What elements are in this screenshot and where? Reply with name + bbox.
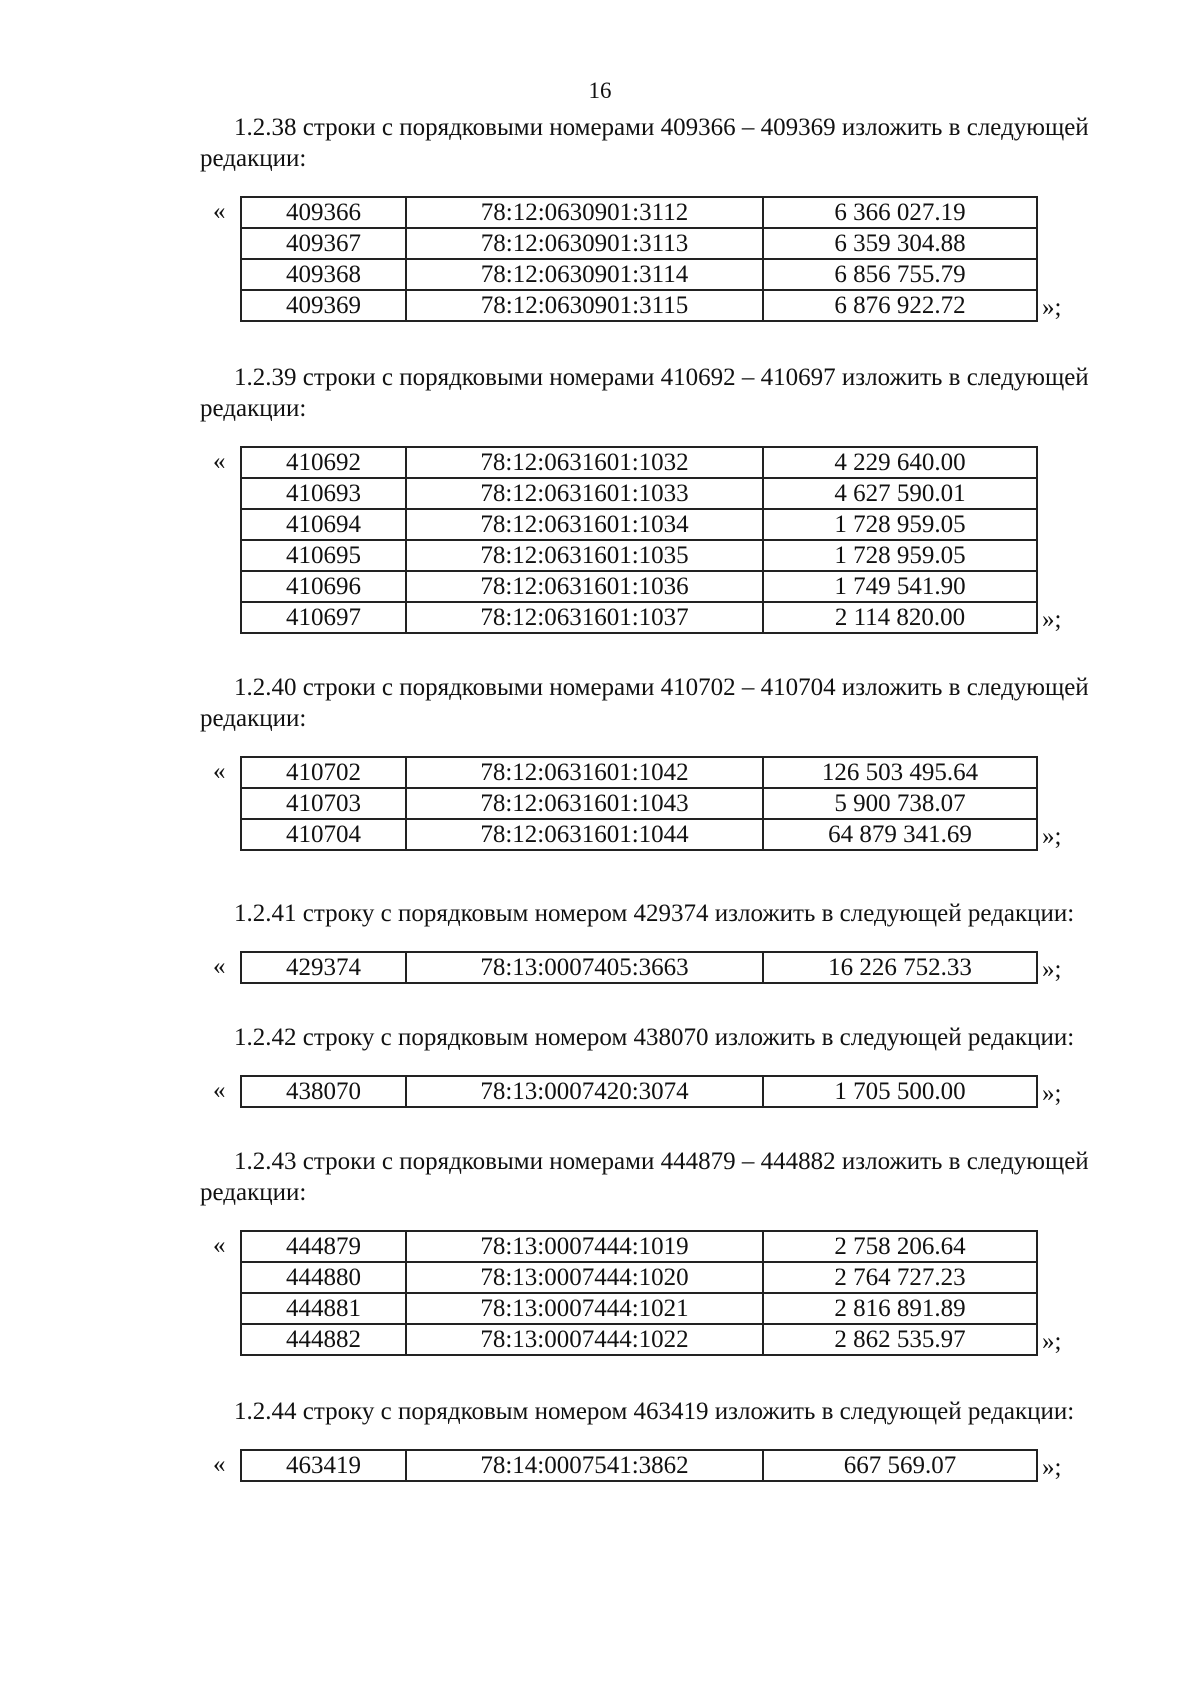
row-number-cell: 410697	[241, 602, 406, 633]
value-cell: 126 503 495.64	[763, 757, 1037, 788]
closing-quote: »;	[1042, 1454, 1062, 1481]
amendment-section	[0, 1396, 1200, 1482]
table-row	[241, 571, 1037, 602]
table-row	[241, 447, 1037, 478]
table-row	[241, 1231, 1037, 1262]
instruction-text: 1.2.42 строку с порядковым номером 438070 изложить в следующей редакции:	[234, 1024, 1075, 1051]
amendment-section	[0, 672, 1200, 851]
row-number-cell: 410703	[241, 788, 406, 819]
row-number-cell: 444882	[241, 1324, 406, 1355]
cadastral-number-cell: 78:12:0631601:1043	[406, 788, 763, 819]
table-row	[241, 290, 1037, 321]
row-number-cell: 410692	[241, 447, 406, 478]
opening-quote: «	[213, 1451, 226, 1478]
cadastral-number-cell: 78:14:0007541:3862	[406, 1450, 763, 1481]
table-row	[241, 602, 1037, 633]
value-cell: 6 366 027.19	[763, 197, 1037, 228]
closing-quote: »;	[1042, 956, 1062, 983]
cadastral-number-cell: 78:12:0631601:1036	[406, 571, 763, 602]
closing-quote: »;	[1042, 1328, 1062, 1355]
value-cell: 1 728 959.05	[763, 509, 1037, 540]
cadastral-number-cell: 78:12:0631601:1035	[406, 540, 763, 571]
quoted-table	[0, 1230, 1200, 1356]
table-row	[241, 757, 1037, 788]
closing-quote: »;	[1042, 1080, 1062, 1107]
row-number-cell: 409368	[241, 259, 406, 290]
closing-quote: »;	[1042, 606, 1062, 633]
amendment-instruction	[200, 672, 1130, 734]
closing-quote: »;	[1042, 294, 1062, 321]
value-cell: 16 226 752.33	[763, 952, 1037, 983]
cadastral-number-cell: 78:12:0631601:1033	[406, 478, 763, 509]
table-row	[241, 1324, 1037, 1355]
row-number-cell: 409369	[241, 290, 406, 321]
rows-table	[240, 756, 1038, 851]
opening-quote: «	[213, 1232, 226, 1259]
row-number-cell: 410702	[241, 757, 406, 788]
cadastral-number-cell: 78:12:0631601:1037	[406, 602, 763, 633]
cadastral-number-cell: 78:12:0630901:3112	[406, 197, 763, 228]
opening-quote: «	[213, 1077, 226, 1104]
opening-quote: «	[213, 448, 226, 475]
row-number-cell: 410694	[241, 509, 406, 540]
cadastral-number-cell: 78:13:0007444:1022	[406, 1324, 763, 1355]
row-number-cell: 444879	[241, 1231, 406, 1262]
amendment-section	[0, 112, 1200, 322]
value-cell: 2 862 535.97	[763, 1324, 1037, 1355]
value-cell: 667 569.07	[763, 1450, 1037, 1481]
table-row	[241, 1450, 1037, 1481]
amendment-instruction	[200, 1146, 1130, 1208]
rows-table	[240, 951, 1038, 984]
value-cell: 2 114 820.00	[763, 602, 1037, 633]
table-row	[241, 1262, 1037, 1293]
table-row	[241, 1293, 1037, 1324]
table-row	[241, 228, 1037, 259]
cadastral-number-cell: 78:12:0631601:1044	[406, 819, 763, 850]
instruction-text: 1.2.41 строку с порядковым номером 429374 изложить в следующей редакции:	[234, 900, 1075, 927]
amendment-instruction	[200, 362, 1130, 424]
cadastral-number-cell: 78:12:0631601:1034	[406, 509, 763, 540]
value-cell: 1 749 541.90	[763, 571, 1037, 602]
row-number-cell: 410696	[241, 571, 406, 602]
cadastral-number-cell: 78:12:0631601:1032	[406, 447, 763, 478]
opening-quote: «	[213, 198, 226, 225]
instruction-text: 1.2.38 строки с порядковыми номерами 409366 – 409369 изложить в следующей	[234, 114, 1089, 141]
amendment-instruction	[200, 1022, 1130, 1053]
value-cell: 5 900 738.07	[763, 788, 1037, 819]
rows-table	[240, 196, 1038, 322]
instruction-text-continued: редакции:	[200, 1179, 307, 1206]
row-number-cell: 463419	[241, 1450, 406, 1481]
table-row	[241, 540, 1037, 571]
row-number-cell: 429374	[241, 952, 406, 983]
amendment-instruction	[200, 112, 1130, 174]
quoted-table	[0, 1075, 1200, 1108]
instruction-text-continued: редакции:	[200, 705, 307, 732]
instruction-text: 1.2.43 строки с порядковыми номерами 444879 – 444882 изложить в следующей	[234, 1148, 1089, 1175]
cadastral-number-cell: 78:12:0630901:3115	[406, 290, 763, 321]
rows-table	[240, 1075, 1038, 1108]
amendment-instruction	[200, 1396, 1130, 1427]
row-number-cell: 410693	[241, 478, 406, 509]
instruction-text-continued: редакции:	[200, 395, 307, 422]
instruction-text: 1.2.40 строки с порядковыми номерами 410702 – 410704 изложить в следующей	[234, 674, 1089, 701]
table-row	[241, 819, 1037, 850]
quoted-table	[0, 756, 1200, 851]
amendment-instruction	[200, 898, 1130, 929]
row-number-cell: 444881	[241, 1293, 406, 1324]
value-cell: 4 627 590.01	[763, 478, 1037, 509]
value-cell: 2 758 206.64	[763, 1231, 1037, 1262]
value-cell: 1 728 959.05	[763, 540, 1037, 571]
amendment-section	[0, 1022, 1200, 1108]
table-row	[241, 478, 1037, 509]
table-row	[241, 952, 1037, 983]
cadastral-number-cell: 78:13:0007444:1020	[406, 1262, 763, 1293]
value-cell: 2 816 891.89	[763, 1293, 1037, 1324]
value-cell: 4 229 640.00	[763, 447, 1037, 478]
value-cell: 6 876 922.72	[763, 290, 1037, 321]
table-row	[241, 1076, 1037, 1107]
quoted-table	[0, 1449, 1200, 1482]
amendment-section	[0, 1146, 1200, 1356]
quoted-table	[0, 951, 1200, 984]
value-cell: 1 705 500.00	[763, 1076, 1037, 1107]
opening-quote: «	[213, 953, 226, 980]
table-row	[241, 788, 1037, 819]
row-number-cell: 409367	[241, 228, 406, 259]
page-number: 16	[588, 78, 612, 103]
cadastral-number-cell: 78:12:0630901:3113	[406, 228, 763, 259]
row-number-cell: 444880	[241, 1262, 406, 1293]
row-number-cell: 409366	[241, 197, 406, 228]
cadastral-number-cell: 78:13:0007444:1021	[406, 1293, 763, 1324]
closing-quote: »;	[1042, 823, 1062, 850]
value-cell: 2 764 727.23	[763, 1262, 1037, 1293]
cadastral-number-cell: 78:13:0007405:3663	[406, 952, 763, 983]
row-number-cell: 410704	[241, 819, 406, 850]
table-row	[241, 197, 1037, 228]
cadastral-number-cell: 78:13:0007420:3074	[406, 1076, 763, 1107]
table-row	[241, 509, 1037, 540]
rows-table	[240, 1449, 1038, 1482]
instruction-text: 1.2.44 строку с порядковым номером 463419 изложить в следующей редакции:	[234, 1398, 1075, 1425]
rows-table	[240, 446, 1038, 634]
table-row	[241, 259, 1037, 290]
row-number-cell: 438070	[241, 1076, 406, 1107]
quoted-table	[0, 196, 1200, 322]
quoted-table	[0, 446, 1200, 634]
amendment-section	[0, 362, 1200, 634]
cadastral-number-cell: 78:12:0631601:1042	[406, 757, 763, 788]
row-number-cell: 410695	[241, 540, 406, 571]
rows-table	[240, 1230, 1038, 1356]
amendment-section	[0, 898, 1200, 984]
instruction-text-continued: редакции:	[200, 145, 307, 172]
opening-quote: «	[213, 758, 226, 785]
value-cell: 64 879 341.69	[763, 819, 1037, 850]
value-cell: 6 359 304.88	[763, 228, 1037, 259]
cadastral-number-cell: 78:13:0007444:1019	[406, 1231, 763, 1262]
cadastral-number-cell: 78:12:0630901:3114	[406, 259, 763, 290]
value-cell: 6 856 755.79	[763, 259, 1037, 290]
instruction-text: 1.2.39 строки с порядковыми номерами 410692 – 410697 изложить в следующей	[234, 364, 1089, 391]
